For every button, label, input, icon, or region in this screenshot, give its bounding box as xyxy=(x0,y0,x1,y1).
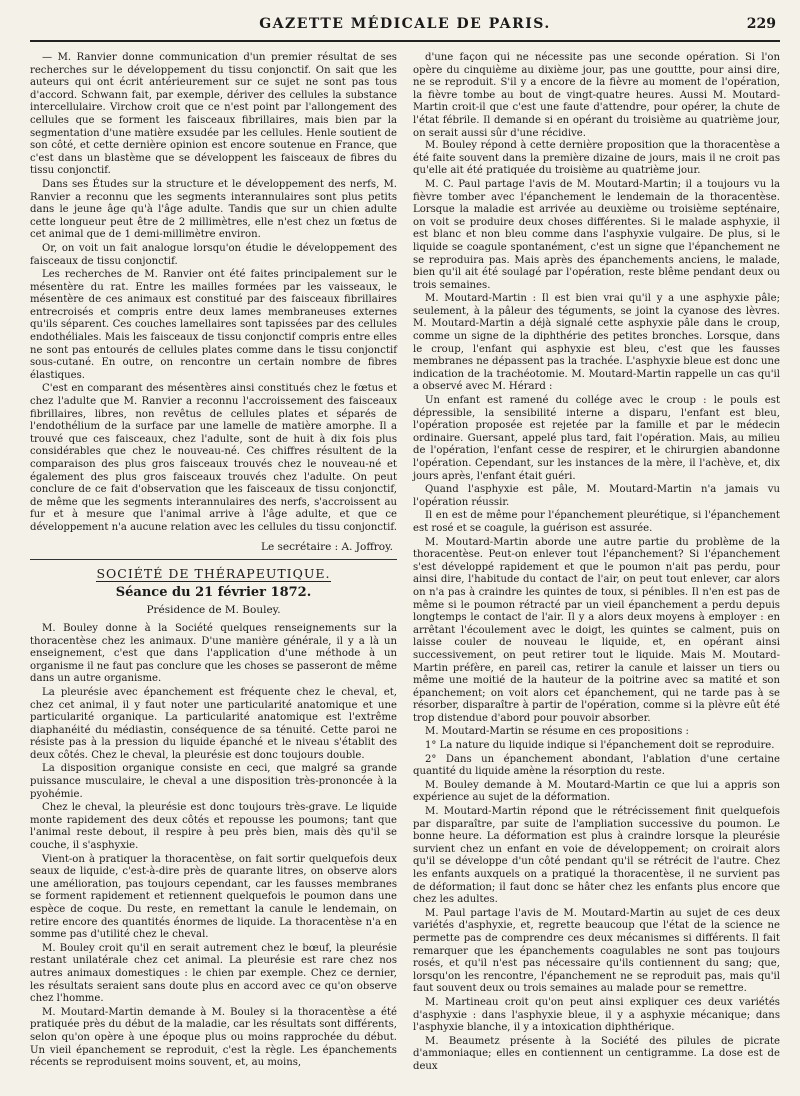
paragraph: — M. Ranvier donne communication d'un premier résultat de ses recherches sur le développement du tissu conjonctif. On sait que les auteurs qui ont écrit antérieurement sur ce sujet ne sont pas tous d'accord. Schwann fait, par exemple, dériver des cellules la substance intercellulaire. Virchow croit que ce n'est point par l'allongement des cellules que se forment les faisceaux fibrillaires, mais bien par la segmentation d'une matière exsudée par les cellules. Henle soutient de son côté, et cette dernière opinion est encore soutenue en France, que c'est dans un blastème que se développent les faisceaux de fibres du tissu conjonctif. xyxy=(30,52,397,177)
secretary-signature: Le secrétaire : A. Joffroy. xyxy=(261,540,393,553)
paragraph: Les recherches de M. Ranvier ont été faites principalement sur le mésentère du rat. Entre les mailles formées par les vaisseaux, le mésentère de ces animaux est constitué par des faisceaux fibrillaires entrecroisés et compris entre deux lames membraneuses externes qu'ils séparent. Ces couches lamellaires sont tapissées par des cellules endothéliales. Mais les faisceaux de tissu conjonctif compris entre elles ne sont pas entourés de cellules plates comme dans le tissu conjonctif sous-cutané. En outre, on rencontre un certain nombre de fibres élastiques. xyxy=(30,269,397,381)
paragraph: Chez le cheval, la pleurésie est donc toujours très-grave. Le liquide monte rapidement des deux côtés et repousse les poumons; tant que l'animal reste debout, il respire à peu près bien, mais dès qu'il se couche, il s'asphyxie. xyxy=(30,802,397,852)
text-columns xyxy=(30,52,780,1075)
right-column xyxy=(413,52,780,1075)
paragraph: M. Bouley répond à cette dernière proposition que la thoracentèse a été faite souvent dans la première dizaine de jours, mais il ne croit pas qu'elle ait été pratiquée du troisième au quatrième jour. xyxy=(413,140,780,177)
seance-title: Séance du 21 février 1872. xyxy=(115,584,312,600)
paragraph: M. C. Paul partage l'avis de M. Moutard-Martin; il a toujours vu la fièvre tomber avec l'épanchement le lendemain de la thoracentèse. Lorsque la maladie est arrivée au deuxième ou troisième septénaire, on voit se produire deux choses différentes. Si le malade asphyxie, il est blanc et non bleu comme dans l'asphyxie vulgaire. De plus, si le liquide se coagule spontanément, c'est un signe que l'épanchement ne se reproduira pas. Mais après des épanchements anciens, le malade, bien qu'il ait été soulagé par l'opération, reste blême pendant deux ou trois semaines. xyxy=(413,178,780,291)
paragraph: La disposition organique consiste en ceci, que malgré sa grande puissance musculaire, le cheval a une disposition très-prononcée à la pyohémie. xyxy=(30,763,397,800)
paragraph: Il en est de même pour l'épanchement pleurétique, si l'épanchement est rosé et se coagule, la guérison est assurée. xyxy=(413,510,780,534)
paragraph: La pleurésie avec épanchement est fréquente chez le cheval, et, chez cet animal, il y faut noter une particularité anatomique et une particularité organique. La particularité anatomique est l'extrême diaphanéité du médiastin, conséquence de sa ténuité. Cette paroi ne résiste pas à la pression du liquide épanché et le niveau s'établit des deux côtés. Chez le cheval, la pleurésie est donc toujours double. xyxy=(30,686,397,761)
page-number: 229 xyxy=(746,16,776,32)
paragraph: Vient-on à pratiquer la thoracentèse, on fait sortir quelquefois deux seaux de liquide, c'est-à-dire près de quarante litres, on observe alors une amélioration, pas toujours cependant, car les fausses membranes se forment rapidement et retiennent quelquefois le poumon dans une espèce de coque. Du reste, en remettant la canule le lendemain, on retire encore des quantités énormes de liquide. La thoracentèse n'a en somme pas d'utilité chez le cheval. xyxy=(30,853,397,941)
paragraph: M. Bouley demande à M. Moutard-Martin ce que lui a appris son expérience au sujet de la déformation. xyxy=(413,779,780,804)
paragraph: C'est en comparant des mésentères ainsi constitués chez le fœtus et chez l'adulte que M. Ranvier a reconnu l'accroissement des faisceaux fibrillaires, libres, non revêtus de cellules plates et séparés de l'endothélium de la surface par une lamelle de matière amorphe. Il a trouvé que ces faisceaux, chez l'adulte, sont de huit à dix fois plus considérables que chez le nouveau-né. Ces chiffres résultent de la comparaison des plus gros faisceaux trouvés chez le nouveau-né et également des plus gros faisceaux trouvés chez l'adulte. On peut conclure de ce fait d'observation que les faisceaux de tissu conjonctif, de même que les segments interannulaires des nerfs, s'accroissent au fur et à mesure que l'animal arrive à l'âge adulte, et que ce développement n'a aucune relation avec les cellules du tissu conjonctif. xyxy=(30,383,397,533)
paragraph: M. Bouley croit qu'il en serait autrement chez le bœuf, la pleurésie restant unilatérale chez cet animal. La pleurésie est rare chez nos autres animaux domestiques : le chien par exemple. Chez ce dernier, les résultats seraient sans doute plus en accord avec ce qu'on observe chez l'homme. xyxy=(30,942,397,1005)
paragraph: 2° Dans un épanchement abondant, l'ablation d'une certaine quantité du liquide amène la résorption du reste. xyxy=(413,753,780,778)
paragraph: Dans ses Études sur la structure et le développement des nerfs, M. Ranvier a reconnu que les segments interannulaires sont plus petits dans le jeune âge qu'à l'âge adulte. Tandis que sur un chien adulte cette longueur peut être de 2 millimètres, elle n'est chez un fœtus de cet animal que de 1 demi-millimètre environ. xyxy=(30,178,397,241)
paragraph: 1° La nature du liquide indique si l'épanchement doit se reproduire. xyxy=(425,740,775,752)
paragraph: M. Beaumetz présente à la Société des pilules de picrate d'ammoniaque; elles en contiennent un centigramme. La dose est de deux xyxy=(413,1035,780,1072)
running-title: GAZETTE MÉDICALE DE PARIS. xyxy=(259,16,551,32)
paragraph: M. Moutard-Martin : Il est bien vrai qu'il y a une asphyxie pâle; seulement, à la pâleur des téguments, se joint la cyanose des lèvres. M. Moutard-Martin a déjà signalé cette asphyxie pâle dans le croup, comme un signe de la diphthérie des petites bronches. Lorsque, dans le croup, l'enfant qui asphyxie est bleu, c'est que les fausses membranes ne dépassent pas la trachée. L'asphyxie bleue est donc une indication de la trachéotomie. M. Moutard-Martin rappelle un cas qu'il a observé avec M. Hérard : xyxy=(413,293,780,393)
paragraph: M. Moutard-Martin demande à M. Bouley si la thoracentèse a été pratiquée près du début de la maladie, car les résultats sont différents, selon qu'on opère à une époque plus ou moins rapprochée du début. Un vieil épanchement se reproduit, c'est la règle. Les épanchements récents se reproduisent moins souvent, et, au moins, xyxy=(30,1006,397,1069)
page-header xyxy=(30,14,780,42)
paragraph: M. Paul partage l'avis de M. Moutard-Martin au sujet de ces deux variétés d'asphyxie, et, regrette beaucoup que l'état de la science ne permette pas de comprendre ces deux mécanismes si différents. Il fait remarquer que les épanchements coagulables ne sont pas toujours rosés, et qu'il n'est pas nécessaire qu'ils contiennent du sang; que, lorsqu'on les rencontre, l'épanchement ne se reproduit pas, mais qu'il faut souvent deux ou trois semaines au malade pour se remettre. xyxy=(413,907,780,995)
paragraph: M. Moutard-Martin se résume en ces propositions : xyxy=(425,726,689,738)
paragraph: Quand l'asphyxie est pâle, M. Moutard-Martin n'a jamais vu l'opération réussir. xyxy=(413,484,780,508)
paragraph: d'une façon qui ne nécessite pas une seconde opération. Si l'on opère du cinquième au dixième jour, pas une gouttte, pour ainsi dire, ne se reproduit. S'il y a encore de la fièvre au moment de l'opération, la fièvre tombe au bout de vingt-quatre heures. Aussi M. Moutard-Martin croit-il que c'est une faute d'attendre, pour opérer, la chute de l'état fébrile. Il demande si en opérant du troisième au quatrième jour, on serait aussi sûr d'une récidive. xyxy=(413,52,780,139)
society-title-text: SOCIÉTÉ DE THÉRAPEUTIQUE. xyxy=(96,566,331,582)
presidence-line: Présidence de M. Bouley. xyxy=(146,604,281,617)
paragraph: M. Moutard-Martin répond que le rétrécissement finit quelquefois par disparaître, par suite de l'ampliation successive du poumon. Le bonne heure. La déformation est plus à craindre lorsque la pleurésie survient chez un enfant en voie de développement; on croirait alors qu'il se développe d'un côté pendant qu'il se rétrécit de l'autre. Chez les enfants auxquels on a pratiqué la thoracentèse, il ne survient pas de déformation; il faut donc se hâter chez les enfants plus encore que chez les adultes. xyxy=(413,806,780,906)
section-divider xyxy=(30,559,397,560)
paragraph: M. Moutard-Martin aborde une autre partie du problème de la thoracentèse. Peut-on enlever tout l'épanchement? Si l'épanchement s'est développé rapidement et que le poumon n'ait pas perdu, pour ainsi dire, l'habitude du contact de l'air, on peut tout enlever, car alors on n'a pas à craindre les quintes de toux, si pénibles. Il n'en est pas de même si le poumon rétracté par un vieil épanchement a perdu depuis longtemps le contact de l'air. Il y a alors deux moyens à employer : en arrêtant l'écoulement avec le doigt, les quintes se calment, puis on laisse couler de nouveau le liquide, et, en opérant ainsi successivement, on peut retirer tout le liquide. Mais M. Moutard-Martin préfère, en pareil cas, retirer la canule et laisser un tiers ou même une moitié de la hauteur de la poitrine avec sa matité et son épanchement; on voit alors cet épanchement, qui ne tarde pas à se résorber, disparaître à partir de l'opération, comme si la plèvre eût été trop distendue d'abord pour pouvoir absorber. xyxy=(413,536,780,724)
paragraph: Un enfant est ramené du collége avec le croup : le pouls est dépressible, la sensibilité interne a disparu, l'enfant est bleu, l'opération proposée est rejetée par la famille et par le médecin ordinaire. Guersant, appelé plus tard, fait l'opération. Mais, au milieu de l'opération, l'enfant cesse de respirer, et le chirurgien abandonne l'opération. Cependant, sur les instances de la mère, il l'achève, et, dix jours après, l'enfant était guéri. xyxy=(413,395,780,482)
paragraph: M. Bouley donne à la Société quelques renseignements sur la thoracentèse chez les animaux. D'une manière générale, il y a là un enseignement, c'est que dans l'application d'une méthode à un organisme il ne faut pas conclure que les choses se passeront de même dans un autre organisme. xyxy=(30,622,397,685)
left-column xyxy=(30,52,397,1075)
paragraph: M. Martineau croit qu'on peut ainsi expliquer ces deux variétés d'asphyxie : dans l'asphyxie bleue, il y a asphyxie mécanique; dans l'asphyxie blanche, il y a intoxication diphthérique. xyxy=(413,996,780,1034)
society-title xyxy=(30,568,397,581)
paragraph: Or, on voit un fait analogue lorsqu'on étudie le développement des faisceaux de tissu conjonctif. xyxy=(30,242,397,267)
